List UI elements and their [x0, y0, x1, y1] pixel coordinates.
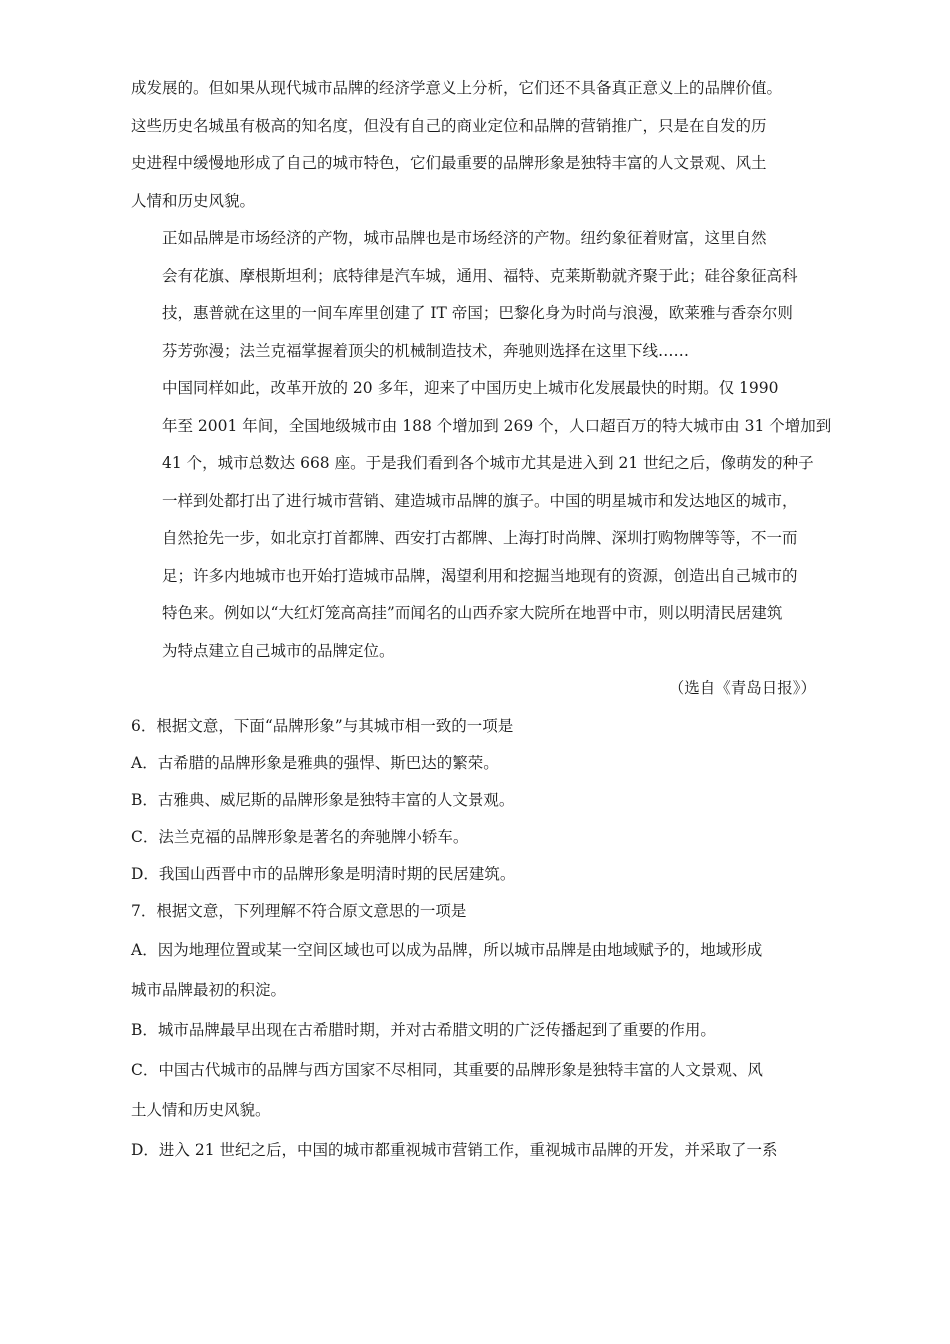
- text-line: 人情和历史风貌。: [131, 191, 256, 210]
- option-d: D．我国山西晋中市的品牌形象是明清时期的民居建筑。: [131, 864, 516, 883]
- text-line: 这些历史名城虽有极高的知名度，但没有自己的商业定位和品牌的营销推广，只是在自发的历: [131, 116, 767, 135]
- option-b: B．古雅典、威尼斯的品牌形象是独特丰富的人文景观。: [131, 790, 515, 809]
- text-line: 技，惠普就在这里的一间车库里创建了 IT 帝国；巴黎化身为时尚与浪漫，欧莱雅与香奈尔则: [162, 304, 793, 322]
- option-line: C．中国古代城市的品牌与西方国家不尽相同，其重要的品牌形象是独特丰富的人文景观、风: [131, 1060, 763, 1079]
- text-line: 足；许多内地城市也开始打造城市品牌，渴望利用和挖掘当地现有的资源，创造出自己城市的: [162, 566, 798, 585]
- text-line: 史进程中缓慢地形成了自己的城市特色，它们最重要的品牌形象是独特丰富的人文景观、风土: [131, 154, 767, 172]
- text-line: 芬芳弥漫；法兰克福掌握着顶尖的机械制造技术，奔驰则选择在这里下线……: [162, 341, 690, 360]
- option-d: D．进入 21 世纪之后，中国的城市都重视城市营销工作，重视城市品牌的开发，并采取了一系: [131, 1140, 778, 1159]
- option-line: 土人情和历史风貌。: [131, 1100, 271, 1119]
- body-paragraph-1: [131, 70, 824, 220]
- source-citation: （选自《青岛日报》）: [668, 679, 816, 697]
- option-a: A．古希腊的品牌形象是雅典的强悍、斯巴达的繁荣。: [131, 753, 499, 772]
- question-7: [131, 893, 824, 1170]
- text-line: 年至 2001 年间，全国地级城市由 188 个增加到 269 个，人口超百万的特大城市由 31 个增加到: [162, 416, 832, 435]
- text-line: 为特点建立自己城市的品牌定位。: [162, 641, 395, 660]
- option-b: B．城市品牌最早出现在古希腊时期，并对古希腊文明的广泛传播起到了重要的作用。: [131, 1020, 716, 1039]
- option-line: A．因为地理位置或某一空间区域也可以成为品牌，所以城市品牌是由地域赋予的，地域形成: [131, 940, 763, 959]
- body-paragraph-2: [131, 220, 824, 370]
- question-stem: 7．根据文意，下列理解不符合原文意思的一项是: [131, 901, 467, 920]
- text-line: 自然抢先一步，如北京打首都牌、西安打古都牌、上海打时尚牌、深圳打购物牌等等，不一而: [162, 529, 798, 547]
- text-line: 41 个，城市总数达 668 座。于是我们看到各个城市尤其是进入到 21 世纪之后，像萌发的种子: [162, 454, 814, 472]
- text-line: 特色来。例如以“大红灯笼高高挂”而闻名的山西乔家大院所在地晋中市，则以明清民居建筑: [162, 604, 783, 622]
- document-page: [131, 70, 832, 1170]
- question-6: [131, 708, 824, 893]
- text-line: 一样到处都打出了进行城市营销、建造城市品牌的旗子。中国的明星城市和发达地区的城市，: [162, 491, 798, 510]
- text-line: 中国同样如此，改革开放的 20 多年，迎来了中国历史上城市化发展最快的时期。仅 1990: [162, 379, 779, 397]
- question-stem: 6．根据文意，下面“品牌形象”与其城市相一致的一项是: [131, 716, 514, 735]
- option-c: C．法兰克福的品牌形象是著名的奔驰牌小轿车。: [131, 827, 469, 846]
- body-paragraph-3: [131, 370, 832, 670]
- text-line: 会有花旗、摩根斯坦利；底特律是汽车城，通用、福特、克莱斯勒就齐聚于此；硅谷象征高科: [162, 266, 798, 285]
- text-line: 正如品牌是市场经济的产物，城市品牌也是市场经济的产物。纽约象征着财富，这里自然: [162, 229, 767, 247]
- option-line: 城市品牌最初的积淀。: [131, 980, 287, 999]
- text-line: 成发展的。但如果从现代城市品牌的经济学意义上分析，它们还不具备真正意义上的品牌价值。: [131, 79, 783, 97]
- option-a: [131, 930, 824, 1010]
- option-c: [131, 1050, 824, 1130]
